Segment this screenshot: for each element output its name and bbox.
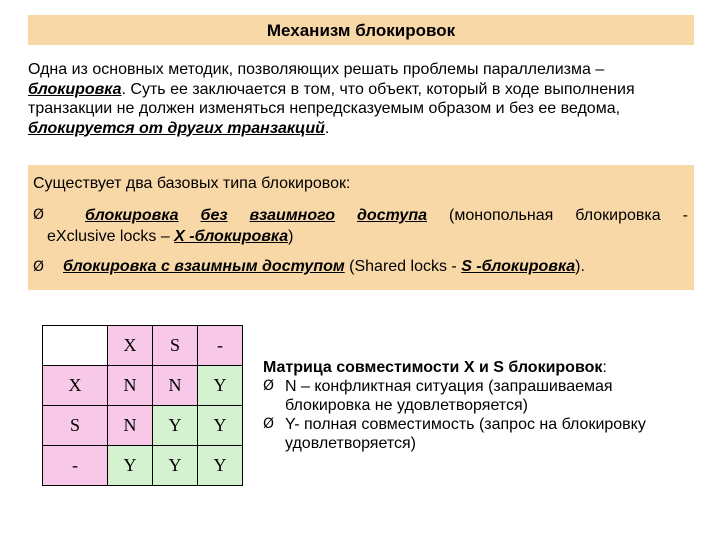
matrix-row-header: X <box>43 366 108 406</box>
legend-item-n <box>263 377 693 415</box>
arrow-bullet-icon: Ø <box>33 259 45 275</box>
compatibility-matrix <box>42 325 243 486</box>
matrix-row-header: S <box>43 406 108 446</box>
legend-item-y <box>263 415 693 453</box>
excl-word-3: взаимного <box>249 207 336 224</box>
intro-text-3: . <box>324 119 330 137</box>
x-lock-term: X -блокировка <box>174 228 289 245</box>
term-blocked: блокируется от других транзакций <box>28 119 325 137</box>
shared-end: ). <box>575 258 585 275</box>
excl-word-7: - <box>682 207 688 224</box>
bullet-exclusive-line1 <box>33 205 688 226</box>
matrix-col-header: X <box>108 326 153 366</box>
slide-title: Механизм блокировок <box>28 15 694 45</box>
excl-word-2: без <box>200 207 228 224</box>
shared-mid: (Shared locks - <box>344 258 462 275</box>
term-blocking: блокировка <box>28 80 122 98</box>
lock-types-box <box>28 165 694 290</box>
intro-text-1: Одна из основных методик, позволяющих решать проблемы параллелизма – <box>28 61 605 78</box>
matrix-row <box>43 446 243 486</box>
matrix-row <box>43 366 243 406</box>
excl-word-6: блокировка <box>575 207 661 224</box>
matrix-cell: Y <box>108 446 153 486</box>
legend-item-text: N – конфликтная ситуация (запрашиваемая блокировка не удовлетворяется) <box>285 378 613 414</box>
bullet-exclusive <box>33 205 688 247</box>
excl-word-4: доступа <box>357 207 427 224</box>
excl-word-5: (монопольная <box>449 207 554 224</box>
arrow-bullet-icon: Ø <box>263 378 275 394</box>
legend-heading <box>263 358 693 377</box>
arrow-bullet-icon: Ø <box>33 207 45 223</box>
matrix-cell: N <box>108 406 153 446</box>
legend-heading-colon: : <box>602 359 607 376</box>
matrix-col-header: - <box>198 326 243 366</box>
matrix-row <box>43 406 243 446</box>
matrix-cell: N <box>153 366 198 406</box>
matrix-corner-cell <box>43 326 108 366</box>
matrix-header-row <box>43 326 243 366</box>
shared-term: блокировка с взаимным доступом <box>63 258 345 275</box>
s-lock-term: S -блокировка <box>461 258 576 275</box>
intro-text-2: . Суть ее заключается в том, что объект, который в ходе выполнения транзакции не должен изменяться непредсказуемым образом и без ее ведома, <box>28 80 635 117</box>
matrix-cell: Y <box>198 366 243 406</box>
matrix-cell: Y <box>153 446 198 486</box>
matrix-cell: Y <box>198 406 243 446</box>
matrix-col-header: S <box>153 326 198 366</box>
matrix-cell: Y <box>198 446 243 486</box>
lock-types-lead: Существует два базовых типа блокировок: <box>33 175 351 192</box>
bullet-exclusive-line2 <box>33 226 688 247</box>
legend-heading-text: Матрица совместимости X и S блокировок <box>263 359 603 376</box>
bullet-shared <box>33 256 688 278</box>
arrow-bullet-icon: Ø <box>263 416 275 432</box>
excl-line2-text: eXclusive locks – <box>47 228 175 245</box>
excl-word-1: блокировка <box>85 207 179 224</box>
matrix-cell: Y <box>153 406 198 446</box>
matrix-cell: N <box>108 366 153 406</box>
matrix-legend <box>263 358 693 453</box>
matrix-row-header: - <box>43 446 108 486</box>
legend-item-text: Y- полная совместимость (запрос на блокировку удовлетворяется) <box>285 416 646 452</box>
intro-paragraph <box>28 60 694 138</box>
excl-line2-end: ) <box>288 228 294 245</box>
